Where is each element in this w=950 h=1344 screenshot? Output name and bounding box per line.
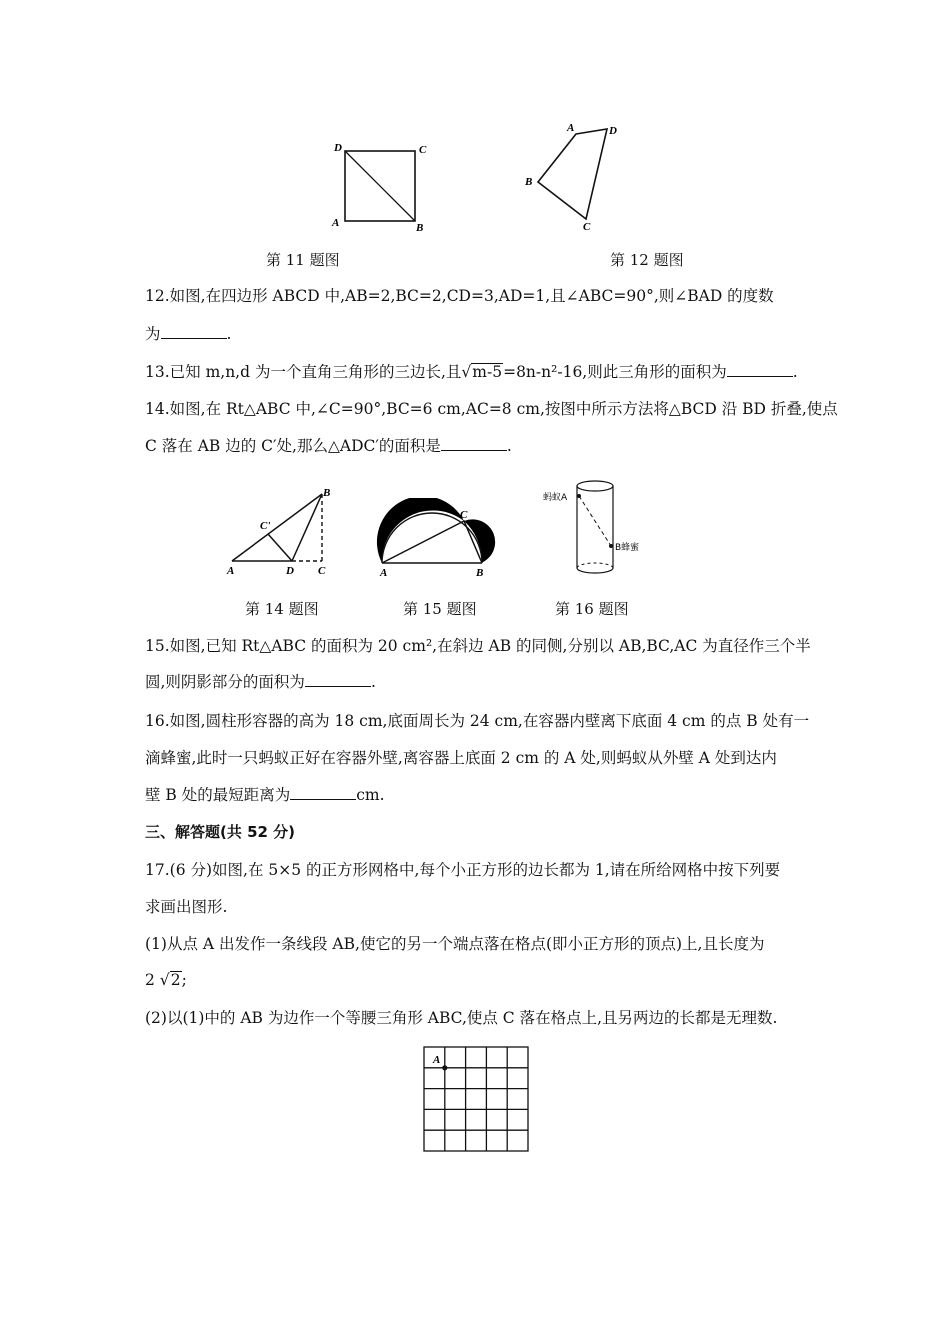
question-16-line-2: 滴蜂蜜,此时一只蚂蚁正好在容器外壁,离容器上底面 2 cm 的 A 处,则蚂蚁从外壁 A 处到达内	[145, 749, 777, 767]
question-15-line-2	[145, 672, 376, 692]
q14-answer-blank[interactable]	[441, 436, 507, 451]
caption-fig-14: 第 14 题图	[245, 600, 319, 618]
label-c: C	[419, 144, 427, 156]
segment-dc-prime	[268, 534, 292, 561]
segment-ab	[232, 494, 322, 561]
question-17-line-2: 求画出图形.	[145, 898, 228, 916]
label-c: C	[583, 221, 591, 233]
question-13-line	[145, 362, 798, 382]
q13-answer-blank[interactable]	[727, 362, 793, 377]
q12-prefix: 为	[145, 325, 161, 343]
quadrilateral-abcd	[538, 129, 607, 219]
point-a	[577, 494, 581, 498]
label-a: A	[380, 567, 388, 579]
label-d: D	[609, 125, 617, 137]
question-17-line-5: (2)以(1)中的 AB 为边作一个等腰三角形 ABC,使点 C 落在格点上,且另两边的长都是无理数.	[145, 1009, 778, 1027]
question-17-line-3: (1)从点 A 出发作一条线段 AB,使它的另一个端点落在格点(即小正方形的顶点)上,且长度为	[145, 935, 765, 953]
label-d: D	[334, 142, 342, 154]
sqrt-sign: √	[159, 971, 170, 989]
q17-suffix: ;	[181, 971, 187, 989]
caption-fig-12: 第 12 题图	[610, 251, 684, 269]
label-b: B	[416, 222, 424, 234]
caption-fig-11: 第 11 题图	[266, 251, 340, 269]
question-12-line-2	[145, 324, 231, 344]
section-3-heading: 三、解答题(共 52 分)	[145, 823, 296, 841]
q13-suffix: .	[792, 363, 798, 381]
q13-radicand: m-5	[472, 363, 503, 381]
q16-prefix: 壁 B 处的最短距离为	[145, 786, 291, 804]
q12-suffix: .	[226, 325, 232, 343]
segment-db	[292, 494, 322, 561]
q13-middle: =8n-n²-16,则此三角形的面积为	[503, 363, 727, 381]
label-c: C	[460, 509, 468, 521]
q15-answer-blank[interactable]	[305, 672, 371, 687]
point-a[interactable]	[442, 1065, 447, 1070]
cylinder-bottom-front	[577, 568, 613, 573]
point-b	[609, 544, 613, 548]
label-b: B	[525, 176, 533, 188]
diagonal-db	[345, 151, 415, 221]
question-14-line-1: 14.如图,在 Rt△ABC 中,∠C=90°,BC=6 cm,AC=8 cm,按图中所示方法将△BCD 沿 BD 折叠,使点	[145, 400, 838, 418]
caption-fig-16: 第 16 题图	[555, 600, 629, 618]
question-14-line-2	[145, 436, 512, 456]
figure-16	[540, 474, 650, 582]
label-c-prime: C'	[260, 520, 271, 532]
label-c: C	[318, 565, 326, 577]
q14-prefix: C 落在 AB 边的 C′处,那么△ADC′的面积是	[145, 437, 441, 455]
question-12-line-1: 12.如图,在四边形 ABCD 中,AB=2,BC=2,CD=3,AD=1,且∠ABC=90°,则∠BAD 的度数	[145, 287, 774, 305]
path-a-to-b	[579, 496, 611, 546]
q14-suffix: .	[506, 437, 512, 455]
question-17-line-4	[145, 970, 187, 990]
label-a: A	[332, 217, 340, 229]
q12-answer-blank[interactable]	[161, 324, 227, 339]
q13-prefix: 13.已知 m,n,d 为一个直角三角形的三边长,且	[145, 363, 462, 381]
q17-radicand: 2	[170, 971, 181, 989]
lune-ac	[377, 498, 464, 563]
sqrt-sign: √	[461, 363, 472, 381]
label-b: B	[323, 487, 331, 499]
figure-14	[222, 484, 340, 578]
q16-suffix: cm.	[356, 786, 385, 804]
label-d: D	[286, 565, 294, 577]
figure-15	[372, 498, 502, 580]
caption-fig-15: 第 15 题图	[403, 600, 477, 618]
label-ant-a: 蚂蚁A	[543, 493, 568, 503]
figure-11	[330, 138, 430, 238]
label-honey-b: B蜂蜜	[615, 543, 640, 553]
label-a: A	[433, 1054, 441, 1066]
question-17-line-1: 17.(6 分)如图,在 5×5 的正方形网格中,每个小正方形的边长都为 1,请在所给网格中按下列要	[145, 861, 781, 879]
label-a: A	[227, 565, 235, 577]
cylinder-top	[577, 481, 613, 491]
q15-prefix: 圆,则阴影部分的面积为	[145, 673, 305, 691]
q17-coefficient: 2	[145, 971, 160, 989]
label-a: A	[567, 122, 575, 134]
question-15-line-1: 15.如图,已知 Rt△ABC 的面积为 20 cm²,在斜边 AB 的同侧,分别以 AB,BC,AC 为直径作三个半	[145, 637, 811, 655]
figure-12	[520, 118, 630, 236]
grid-5x5	[420, 1043, 532, 1155]
q16-answer-blank[interactable]	[290, 785, 356, 800]
label-b: B	[476, 567, 484, 579]
q15-suffix: .	[370, 673, 376, 691]
question-16-line-3	[145, 785, 385, 805]
question-16-line-1: 16.如图,圆柱形容器的高为 18 cm,底面周长为 24 cm,在容器内壁离下底面 4 cm 的点 B 处有一	[145, 712, 810, 730]
cylinder-bottom-back	[577, 563, 613, 568]
